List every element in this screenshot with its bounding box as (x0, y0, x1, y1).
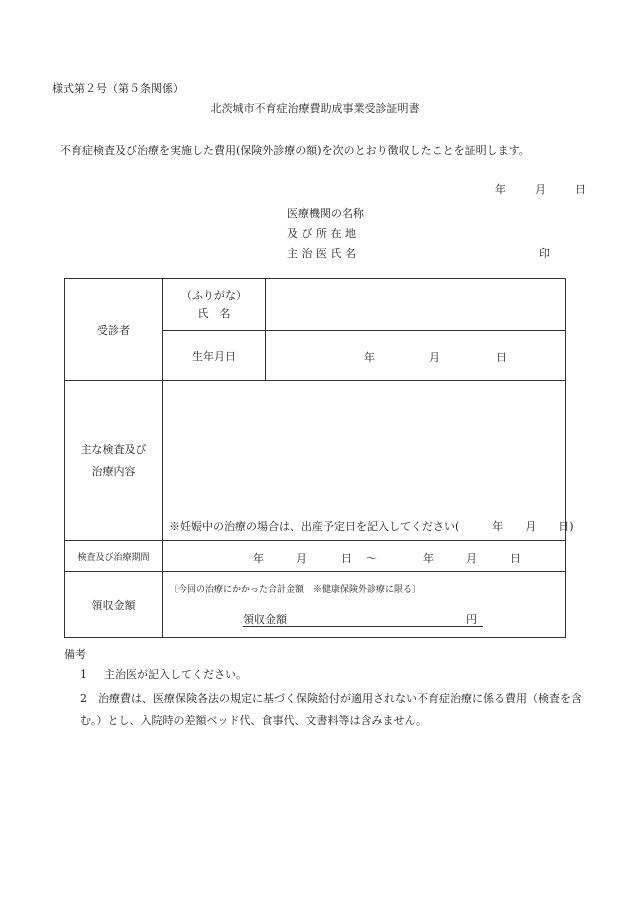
form-number: 様式第２号（第５条関係） (52, 82, 184, 95)
patient-name-row (65, 279, 566, 331)
period-start-month: 月 (296, 552, 307, 565)
period-end-day: 日 (510, 552, 521, 565)
notes-heading: 備考 (64, 648, 86, 661)
name-label: 氏 名 (197, 306, 231, 320)
birth-year: 年 (364, 351, 375, 364)
patient-label: 受診者 (65, 279, 163, 381)
due-date-note: ※妊娠中の治療の場合は、出産予定日を記入してください( 年 月 日) (169, 520, 574, 533)
fee-amount-line (243, 611, 483, 627)
exam-row (65, 381, 566, 541)
note-2-number: 2 (80, 692, 87, 705)
period-field[interactable] (163, 541, 566, 572)
issue-date (495, 181, 586, 197)
furigana-label: （ふりがな） (181, 288, 247, 302)
birth-day: 日 (496, 351, 507, 364)
period-end-month: 月 (466, 552, 477, 565)
name-label-cell (163, 279, 266, 331)
period-label: 検査及び治療期間 (65, 541, 163, 572)
exam-content-field[interactable] (163, 381, 574, 541)
period-start-year: 年 (253, 552, 264, 565)
period-tilde: ～ (366, 552, 377, 565)
note-1-number: 1 (80, 668, 87, 681)
period-start-day: 日 (341, 552, 352, 565)
doctor-name-row (287, 244, 550, 264)
period-end-year: 年 (423, 552, 434, 565)
fee-yen-unit: 円 (466, 613, 477, 626)
period-row (65, 541, 566, 572)
certification-statement: 不育症検査及び治療を実施した費用(保険外診療の額)を次のとおり徴収したことを証明します。 (60, 144, 530, 157)
issue-day: 日 (575, 183, 586, 196)
document-title: 北茨城市不育症治療費助成事業受診証明書 (210, 102, 420, 115)
birthdate-label: 生年月日 (163, 331, 266, 381)
birth-month: 月 (429, 351, 440, 364)
fee-row (65, 572, 566, 638)
note-2 (80, 688, 590, 732)
note-2-text: 治療費は、医療保険各法の規定に基づく保険給付が適用されない不育症治療に係る費用（検査を含む。）とし、入院時の差額ベッド代、食事代、文書料等は含みません。 (80, 692, 582, 727)
birthdate-field[interactable] (266, 331, 566, 381)
institution-name-label: 医療機関の名称 (287, 207, 364, 220)
note-1 (80, 666, 247, 682)
issue-month: 月 (535, 183, 546, 196)
doctor-name-label: 主 治 医 氏 名 (287, 247, 356, 260)
fee-note: 〔今回の治療にかかった合計金額 ※健康保険外診療に限る〕 (169, 585, 422, 595)
fee-amount-label: 領収金額 (243, 613, 287, 626)
fee-field[interactable] (163, 572, 566, 638)
certificate-form-table (64, 278, 574, 638)
exam-label (65, 381, 163, 541)
name-field[interactable] (266, 279, 566, 331)
fee-label: 領収金額 (65, 572, 163, 638)
exam-label-line2: 治療内容 (91, 464, 136, 478)
institution-address-label: 及 び 所 在 地 (287, 227, 356, 240)
seal-mark: 印 (539, 247, 550, 260)
issue-year: 年 (495, 183, 506, 196)
institution-block (287, 204, 550, 264)
exam-label-line1: 主な検査及び (80, 442, 147, 456)
note-1-text: 主治医が記入してください。 (104, 668, 247, 681)
